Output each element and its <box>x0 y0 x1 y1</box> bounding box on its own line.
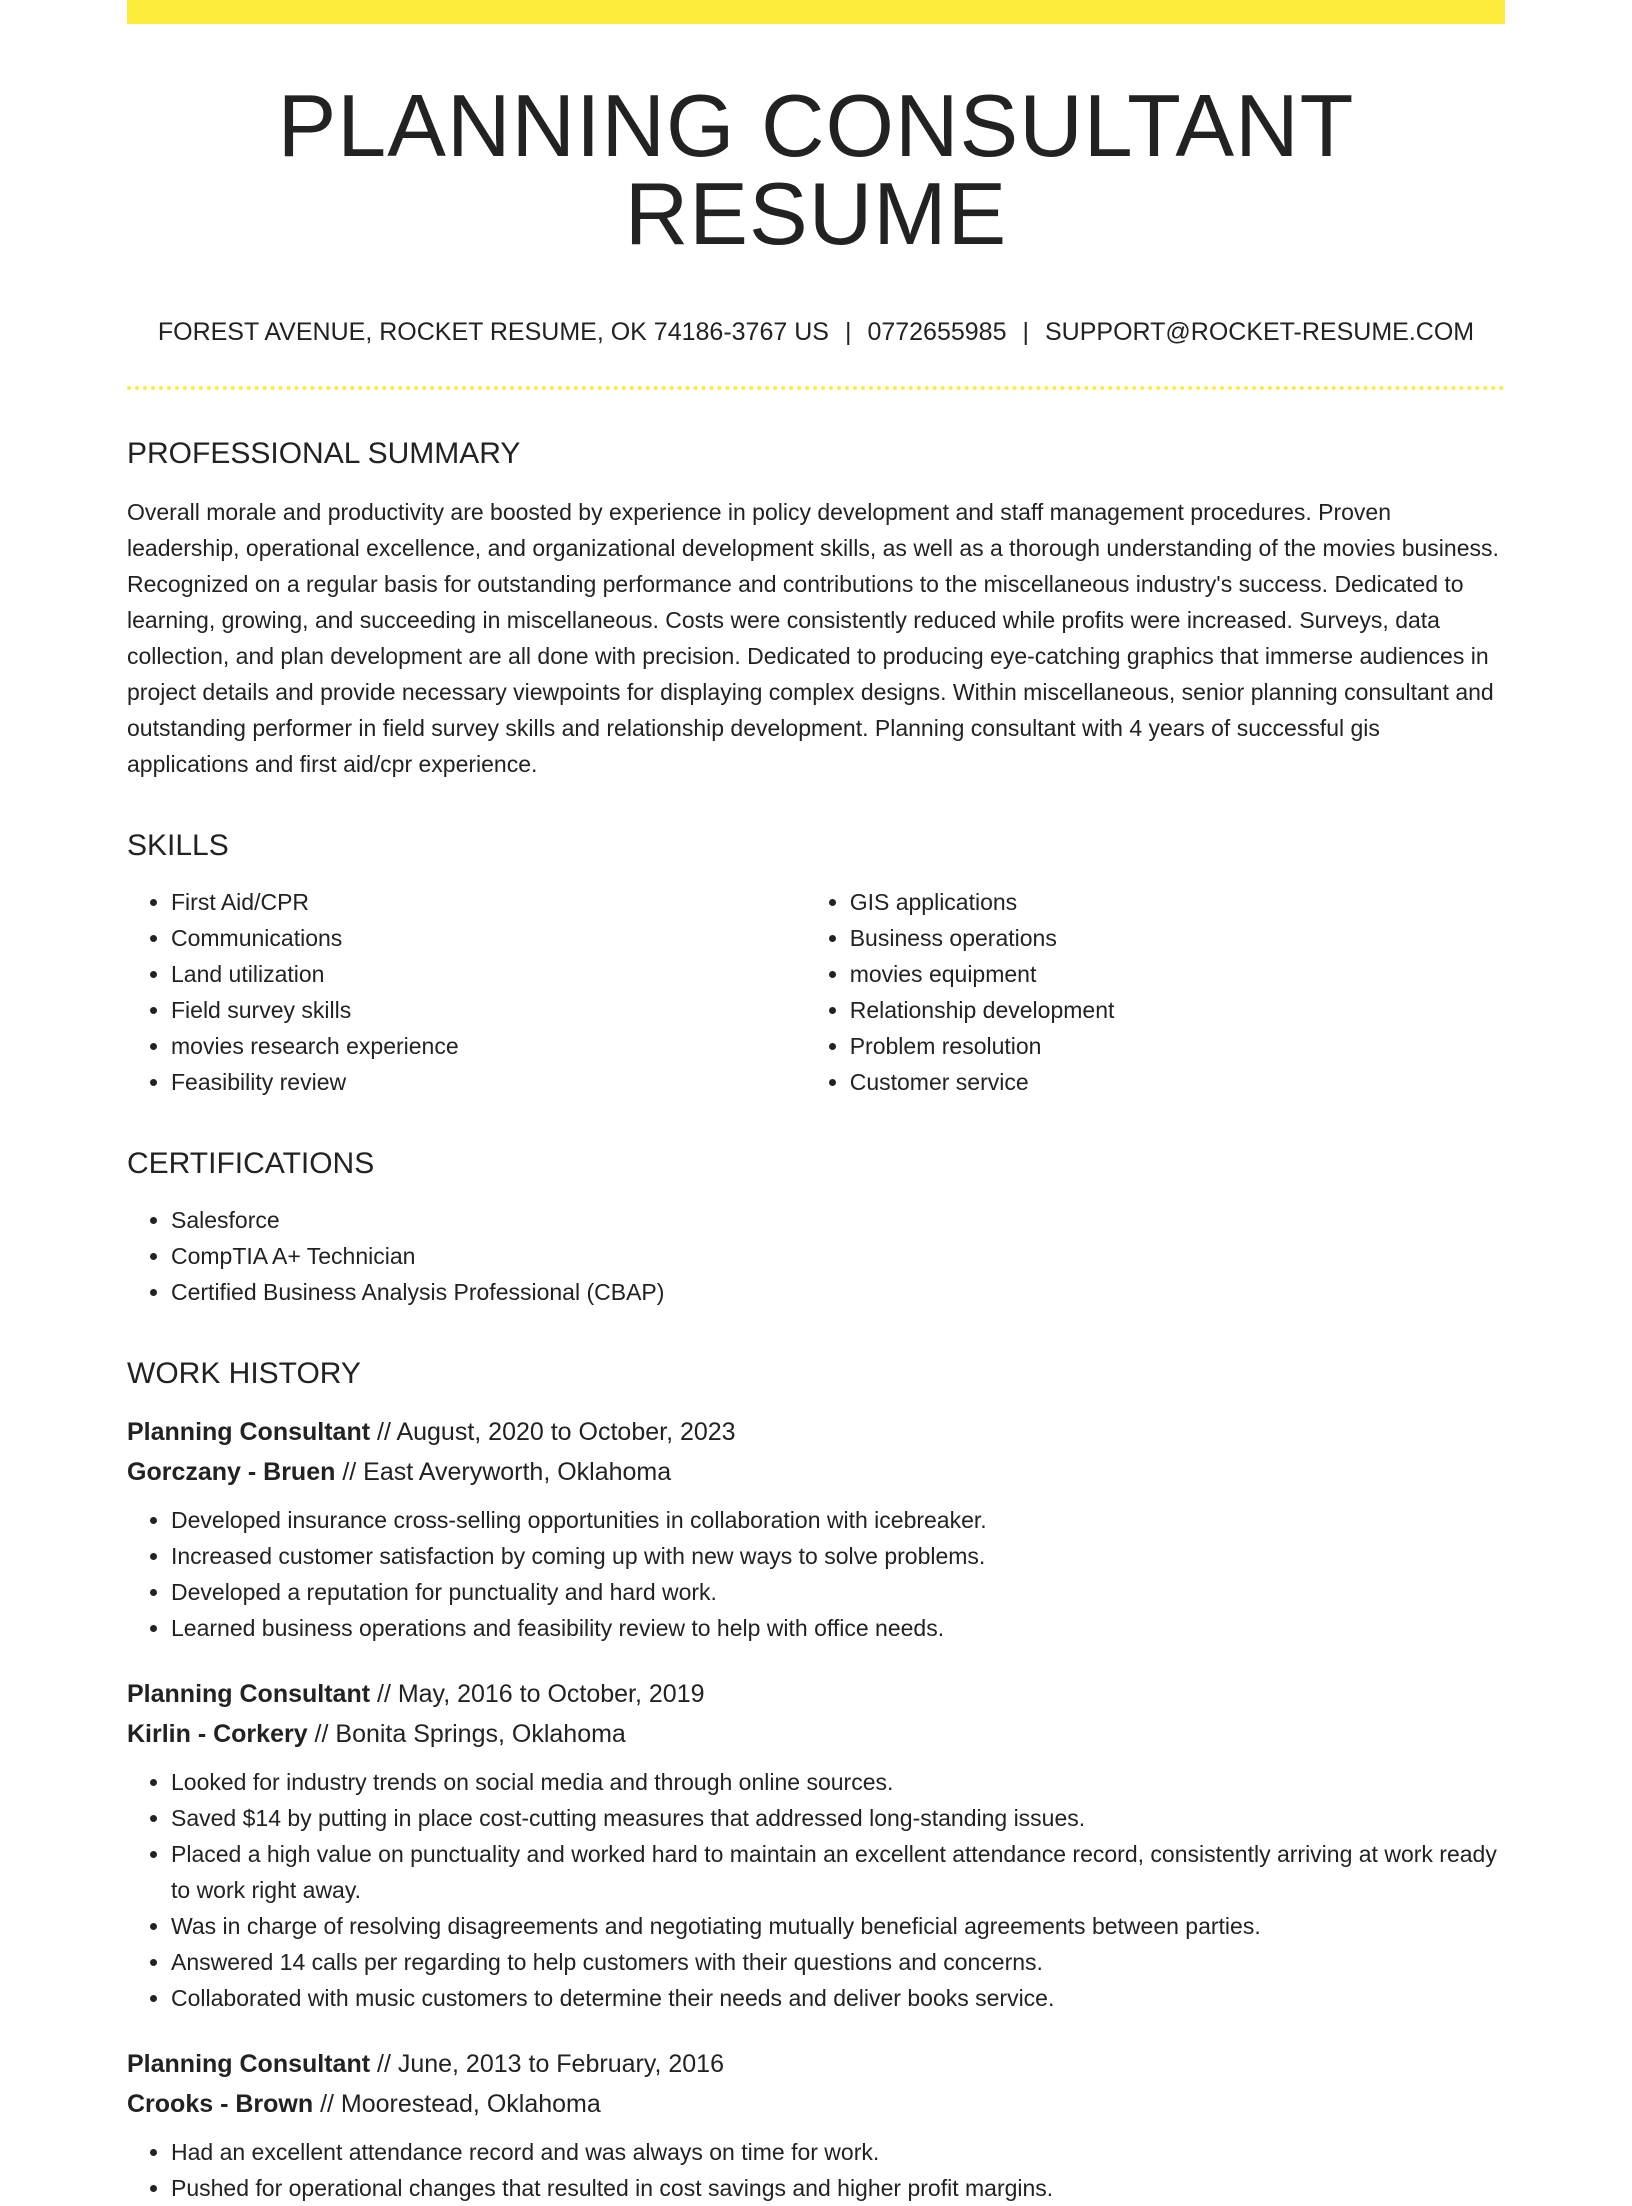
skill-item: • GIS applications <box>850 884 1505 920</box>
job-title-line <box>127 1674 1505 1714</box>
skill-item: • Problem resolution <box>850 1028 1505 1064</box>
skill-item: • First Aid/CPR <box>171 884 806 920</box>
job-title-line <box>127 2044 1505 2084</box>
certification-item: • Salesforce <box>171 1202 1505 1238</box>
job-bullet: • Had an excellent attendance record and was always on time for work. <box>171 2134 1505 2170</box>
summary-heading: PROFESSIONAL SUMMARY <box>127 437 521 470</box>
job-bullet: • Was in charge of resolving disagreements and negotiating mutually beneficial agreements between parties. <box>171 1908 1505 1944</box>
job-entry <box>127 1412 1505 1646</box>
job-title: Planning Consultant <box>127 1680 371 1708</box>
skill-item: • Field survey skills <box>171 992 806 1028</box>
job-bullet: • Developed insurance cross-selling opportunities in collaboration with icebreaker. <box>171 1502 1505 1538</box>
contact-email: SUPPORT@ROCKET-RESUME.COM <box>1044 318 1475 346</box>
job-entry <box>127 2044 1505 2206</box>
work-history-heading: WORK HISTORY <box>127 1357 361 1390</box>
job-entry <box>127 1674 1505 2016</box>
certifications-list <box>127 1202 1505 1310</box>
job-bullet: • Learned business operations and feasibility review to help with office needs. <box>171 1610 1505 1646</box>
job-bullet: • Answered 14 calls per regarding to help customers with their questions and concerns. <box>171 1944 1505 1980</box>
job-bullets <box>127 1502 1505 1646</box>
skill-item: • movies research experience <box>171 1028 806 1064</box>
resume-title: PLANNING CONSULTANT RESUME <box>277 76 1355 263</box>
summary-text: Overall morale and productivity are boosted by experience in policy development and staff management procedures. Proven leadership, operational excellence, and organizational development skills, as well as a thorough understanding of the movies business. Recognized on a regular basis for outstanding performance and contributions to the miscellaneous industry's success. Dedicated to learning, growing, and succeeding in miscellaneous. Costs were consistently reduced while profits were increased. Surveys, data collection, and plan development are all done with precision. Dedicated to producing eye-catching graphics that immerse audiences in project details and provide necessary viewpoints for displaying complex designs. Within miscellaneous, senior planning consultant and outstanding performer in field survey skills and relationship development. Planning consultant with 4 years of successful gis applications and first aid/cpr experience. <box>127 499 1499 777</box>
skills-list-right <box>806 884 1505 1100</box>
job-bullet: • Increased customer satisfaction by coming up with new ways to solve problems. <box>171 1538 1505 1574</box>
job-bullet: • Placed a high value on punctuality and worked hard to maintain an excellent attendance record, consistently arriving at work ready to work right away. <box>171 1836 1505 1908</box>
job-company: Kirlin - Corkery <box>127 1720 308 1748</box>
skills-grid <box>127 884 1505 1100</box>
job-dates: // August, 2020 to October, 2023 <box>370 1418 736 1446</box>
skill-item: • Customer service <box>850 1064 1505 1100</box>
dotted-divider <box>127 386 1505 390</box>
job-bullet: • Collaborated with music customers to determine their needs and deliver books service. <box>171 1980 1505 2016</box>
skill-item: • movies equipment <box>850 956 1505 992</box>
job-bullet: • Looked for industry trends on social media and through online sources. <box>171 1764 1505 1800</box>
skill-item: • Business operations <box>850 920 1505 956</box>
skill-item: • Relationship development <box>850 992 1505 1028</box>
job-title-line <box>127 1412 1505 1452</box>
job-company-line <box>127 2084 1505 2124</box>
skill-item: • Communications <box>171 920 806 956</box>
job-location: // Bonita Springs, Oklahoma <box>307 1720 626 1748</box>
job-bullet: • Pushed for operational changes that resulted in cost savings and higher profit margins. <box>171 2170 1505 2206</box>
job-company: Crooks - Brown <box>127 2090 314 2118</box>
contact-separator: | <box>1022 318 1029 346</box>
job-company-line <box>127 1714 1505 1754</box>
contact-phone: 0772655985 <box>867 318 1007 346</box>
work-history-list <box>127 1412 1505 2206</box>
job-company: Gorczany - Bruen <box>127 1458 336 1486</box>
job-bullet: • Developed a reputation for punctuality and hard work. <box>171 1574 1505 1610</box>
job-company-line <box>127 1452 1505 1492</box>
certifications-heading: CERTIFICATIONS <box>127 1147 375 1180</box>
contact-line <box>127 316 1505 348</box>
skill-item: • Feasibility review <box>171 1064 806 1100</box>
certification-item: • CompTIA A+ Technician <box>171 1238 1505 1274</box>
top-accent-bar <box>127 0 1505 24</box>
job-title: Planning Consultant <box>127 2050 371 2078</box>
skill-item: • Land utilization <box>171 956 806 992</box>
skills-heading: SKILLS <box>127 829 229 862</box>
contact-separator: | <box>844 318 852 346</box>
certification-item: • Certified Business Analysis Professional (CBAP) <box>171 1274 1505 1310</box>
job-bullet: • Saved $14 by putting in place cost-cutting measures that addressed long-standing issues. <box>171 1800 1505 1836</box>
skills-list-left <box>127 884 806 1100</box>
contact-address: FOREST AVENUE, ROCKET RESUME, OK 74186-3767 US <box>157 318 829 346</box>
job-dates: // June, 2013 to February, 2016 <box>370 2050 724 2078</box>
job-title: Planning Consultant <box>127 1418 371 1446</box>
job-location: // East Averyworth, Oklahoma <box>335 1458 672 1486</box>
job-bullets <box>127 1764 1505 2016</box>
resume-page <box>127 0 1505 2206</box>
job-dates: // May, 2016 to October, 2019 <box>370 1680 705 1708</box>
job-bullets <box>127 2134 1505 2206</box>
job-location: // Moorestead, Oklahoma <box>313 2090 601 2118</box>
